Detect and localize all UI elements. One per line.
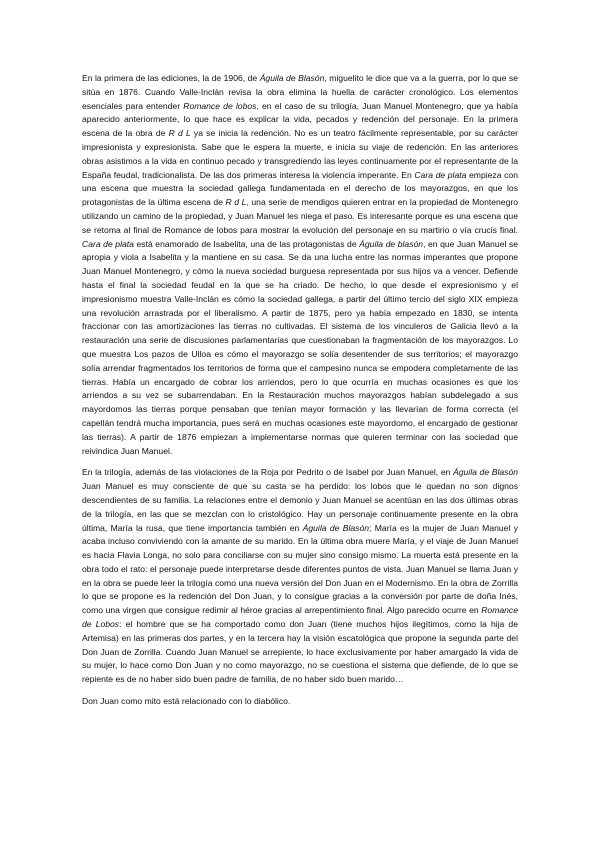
paragraph-1	[82, 72, 518, 458]
body-text: En la trilogía, además de las violaciones de la Roja por Pedrito o de Isabel por Juan Manuel, en	[82, 467, 454, 478]
paragraph-3	[82, 695, 518, 709]
paragraph-2	[82, 466, 518, 687]
italic-title-text: Romance de lobos	[183, 100, 257, 111]
body-text: , en el caso de su trilogía, Juan Manuel Montenegro, que ya había aparecido anteriormente, lo que hace es explicar la vida, pecados y redención del personaje. En la primera escena de la obra de	[82, 100, 518, 139]
body-text: En la primera de las ediciones, la de 1906, de	[82, 73, 260, 83]
body-text: , en que Juan Manuel se apropia y viola a Isabelita y la mantiene en su casa. Se da una lucha entre las normas imperantes que propone Juan Manuel Montenegro, y cómo la nueva sociedad burguesa representada por sus hijos va a vencer. Defiende hasta el final la sociedad feudal en la que se ha criado. De hecho, lo que desde el expresionismo y el impresionismo muestra Valle-Inclán es cómo la sociedad gallega, a partir del último tercio del siglo XIX empieza una revolución arrastrada por el liberalismo. A partir de 1875, pero ya había empezado en 1830, se intenta fraccionar con las amortizaciones las tierras no cultivadas. El sistema de los vinculeros de Galicia llevó a la restauración una serie de discusiones parlamentarias que cuestionaban la fragmentación de los mayorazgos. Lo que muestra Los pazos de Ulloa es cómo el mayorazgo se solía desentender de sus territorios; el mayorazgo solía arrendar fragmentados los territorios de forma que el campesino nunca se empodera completamente de las tierras. Había un encargado de cobrar los arriendos, pero lo que ocurría en muchas ocasiones es que los arriendos a su vez se subarrendaban. En la Restauración muchos mayorazgos habían subdelegado a sus mayordomos las tierras porque pensaban que tenían mayor formación y las llevarían de forma correcta (el capellán tendrá mucha importancia, pues será en muchas ocasiones este mayordomo, el encargado de gestionar las tierras). A partir de 1876 empiezan a implementarse normas que quieren terminar con las sociedad que reivindica Juan Manuel.	[82, 238, 519, 456]
body-text: , miguelito le dice que va a la guerra, por lo que se sitúa en 1876. Cuando Valle-Inclán revisa la obra elimina la huella de carácter cronológico. Los elementos esenciales para entender	[82, 73, 518, 111]
italic-title-text: R d L	[225, 197, 247, 208]
italic-title-text: Águila de Blasón	[259, 73, 325, 83]
italic-title-text: R d L	[168, 128, 191, 139]
italic-title-text: Águila de Blasón	[302, 522, 370, 533]
body-text: Juan Manuel es muy consciente de que su casta se ha perdido: los lobos que le quedan no son dignos descendientes de su familia. La relaciones entre el demonio y Juan Manuel se acentúan en las dos últimas obras de la trilogía, en las que se mezclan con lo cristológico. Hay un personaje continuamente presente en la obra última, María la rusa, que tiene importancia también en	[82, 481, 518, 533]
italic-title-text: Romance de Lobos	[82, 605, 518, 630]
body-text: empieza con una escena que muestra la sociedad gallega fundamentada en el derecho de los mayorazgos, en que los protagonistas de la última escena de	[82, 169, 518, 208]
body-text: ; María es la mujer de Juan Manuel y acaba incluso conviviendo con la amante de su marido. En la última obra muere María, y el viaje de Juan Manuel es hacia Flavia Longa, no solo para conciliarse con su mujer sino consigo mismo. La muerta está presente en la obra todo el rato: el personaje puede interpretarse desde diferentes puntos de vista. Juan Manuel se llama Juan y en la obra se puede leer la trilogía como una nueva versión del Don Juan en el Modernismo. En la obra de Zorrilla lo que se propone es la redención del Don Juan, y lo consigue gracias a la conversión por parte de doña Inés, como una virgen que consigue redimir al héroe gracias al arrepentimiento final. Algo parecido ocurre en	[82, 522, 519, 616]
italic-title-text: Cara de plata	[414, 169, 467, 180]
italic-title-text: Águila de Blasón	[453, 467, 518, 478]
body-text: está enamorado de Isabelita, una de las protagonistas de	[133, 238, 360, 249]
italic-title-text: Cara de plata	[82, 238, 134, 249]
body-text: ya se inicia la redención. No es un teatro fácilmente representable, por su carácter impresionista y expresionista. Sabe que le espera la muerte, e inicia su viaje de redención. En las anteriores obras asistimos a la vida en continuo pecado y transgrediendo las leyes continuamente por el representante de la España feudal, tradicionalista. De las dos primeras interesa la violencia imperante. En	[82, 128, 519, 180]
body-text: Don Juan como mito está relacionado con lo diabólico.	[82, 696, 291, 707]
body-text: : el hombre que se ha comportado como don Juan (tiene muchos hijos ilegítimos, como la hija de Artemisa) en las primeras dos partes, y en la tercera hay la visión escatológica que propone la segunda parte del Don Juan de Zorrilla. Cuando Juan Manuel se arrepiente, lo hace exclusivamente por haber amargado la vida de su mujer, lo hace como Don Juan y no como mayorazgo, no se cuestiona el sistema que defiende, de lo que se repiente es de no haber sido buen padre de familia, de no haber sido buen marido…	[82, 619, 518, 685]
italic-title-text: Águila de blasón	[359, 238, 424, 249]
body-text: , una serie de mendigos quieren entrar en la propiedad de Montenegro utilizando un camino de la propiedad, y Juan Manuel les niega el paso. Es interesante porque es una escena que se retoma al final de Romance de lobos para mostrar la evolución del personaje en su martirio o vía crucis final.	[82, 197, 518, 235]
